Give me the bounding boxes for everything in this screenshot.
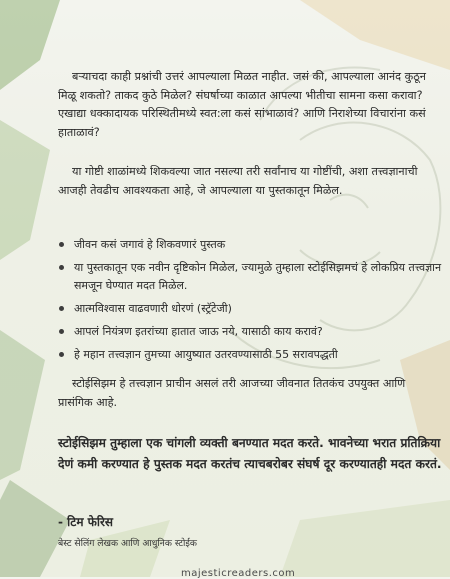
list-item-text: जीवन कसं जगावं हे शिकवणारं पुस्तक bbox=[74, 238, 226, 251]
bullet-icon bbox=[59, 242, 64, 247]
website-text: majesticreaders.com bbox=[181, 568, 296, 579]
list-item bbox=[58, 300, 443, 318]
testimonial-quote: स्टोईसिझम तुम्हाला एक चांगली व्यक्ती बनण्यात मदत करते. भावनेच्या भरात प्रतिक्रिया देणं कमी करण्यात हे पुस्तक मदत करतंच त्याचबरोबर संघर्ष दूर करण्यातही मदत करतं. bbox=[58, 436, 442, 471]
author-title: बेस्ट सेलिंग लेखक आणि आधुनिक स्टोईक bbox=[58, 538, 197, 549]
bullet-icon bbox=[59, 329, 64, 334]
list-item-text: हे महान तत्त्वज्ञान तुमच्या आयुष्यात उतरवण्यासाठी 55 सरावपद्धती bbox=[74, 348, 338, 361]
list-item-text: या पुस्तकातून एक नवीन दृष्टिकोन मिळेल, ज्यामुळे तुम्हाला स्टोईसिझमचं हे लोकप्रिय तत्त्वज्ञान समजून घेण्यात मदत मिळेल. bbox=[74, 261, 442, 292]
list-item bbox=[58, 323, 443, 341]
quote-author: - टिम फेरिस bbox=[58, 515, 114, 529]
list-item-text: आत्मविश्वास वाढवणारी धोरणं (स्ट्रॅटेजी) bbox=[74, 302, 232, 315]
bullet-icon bbox=[59, 352, 64, 357]
feature-list bbox=[58, 236, 443, 369]
second-paragraph: या गोष्टी शाळांमध्ये शिकवल्या जात नसल्या तरी सर्वांनाच या गोष्टींची, अशा तत्त्वज्ञानाची आजही तेवढीच आवश्यकता आहे, जे आपल्याला या पुस्तकातून मिळेल. bbox=[58, 165, 418, 197]
third-paragraph: स्टोईसिझम हे तत्त्वज्ञान प्राचीन असलं तरी आजच्या जीवनात तितकंच उपयुक्त आणि प्रासंगिक आहे. bbox=[58, 377, 406, 409]
list-item-text: आपलं नियंत्रण इतरांच्या हातात जाऊ नये, यासाठी काय करावं? bbox=[74, 325, 323, 338]
list-item bbox=[58, 236, 443, 254]
list-item bbox=[58, 259, 443, 295]
list-item bbox=[58, 346, 443, 364]
bullet-icon bbox=[59, 306, 64, 311]
intro-paragraph: बऱ्याचदा काही प्रश्नांची उत्तरं आपल्याला मिळत नाहीत. जसं की, आपल्याला आनंद कुठून मिळू शकतो? ताकद कुठे मिळेल? संघर्षाच्या काळात आपल्या भीतीचा सामना कसा करावा? एखाद्या धक्कादायक परिस्थितीमध्ये स्वत:ला कसं सांभाळावं? आणि निराशेच्या विचारांना कसं हाताळावं? bbox=[58, 70, 426, 139]
bullet-icon bbox=[59, 265, 64, 270]
